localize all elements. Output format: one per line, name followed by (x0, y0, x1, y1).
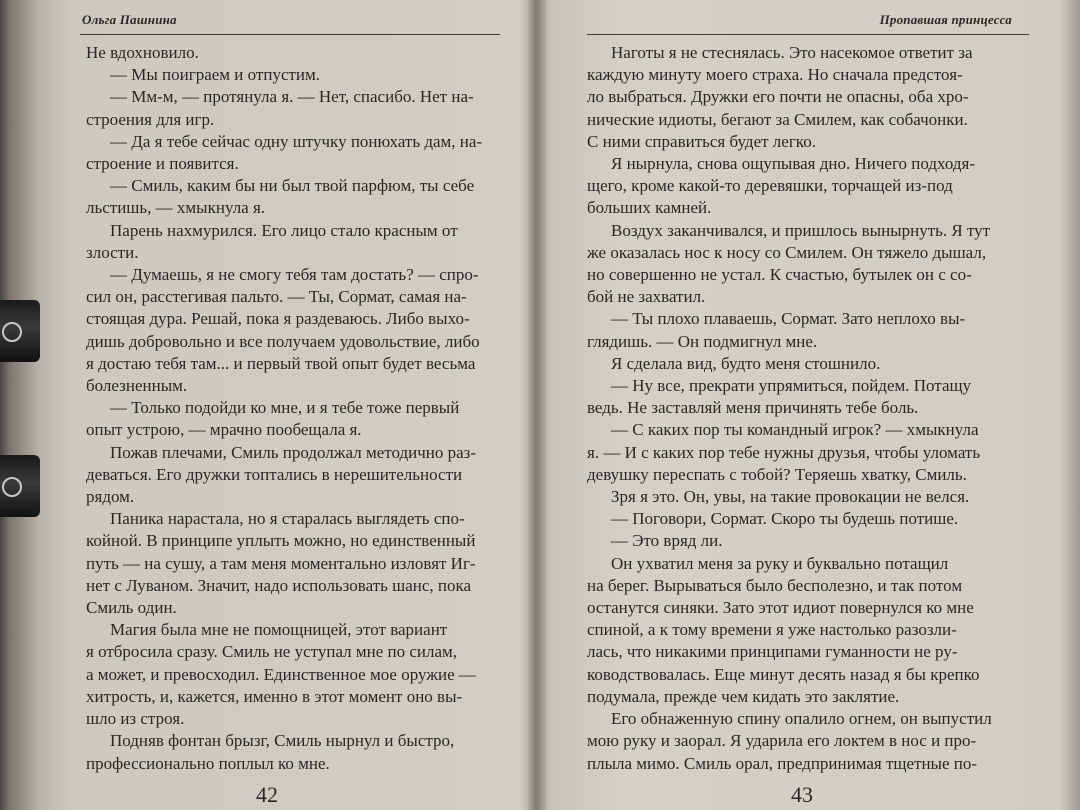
text-line: рядом. (86, 487, 135, 507)
text-line: ведь. Не заставляй меня причинять тебе боль. (587, 398, 919, 418)
text-line: но совершенно не устал. К счастью, бутылек он с со- (587, 265, 972, 285)
text-line: Я нырнула, снова ощупывая дно. Ничего подходя- (611, 154, 976, 174)
page-number: 42 (256, 782, 278, 807)
text-line: лась, что никакими принципами гуманности не ру- (587, 642, 958, 662)
text-line: шло из строя. (86, 709, 185, 729)
binder-clip-bottom (0, 455, 40, 517)
text-line: останутся синяки. Зато этот идиот повернулся ко мне (587, 598, 974, 618)
binder-clip-top (0, 300, 40, 362)
text-line: путь — на сушу, а там меня моментально изловят Иг- (86, 553, 476, 573)
text-line: строения для игр. (86, 109, 215, 129)
text-line: спиной, а к тому времени я уже настолько разозли- (587, 620, 957, 640)
text-line: — Смиль, каким бы ни был твой парфюм, ты себе (110, 176, 475, 196)
text-line: девушку переспать с тобой? Теряешь хватку, Смиль. (587, 464, 967, 484)
text-line: я. — И с каких пор тебе нужны друзья, чтобы уломать (587, 442, 981, 462)
text-line: профессионально поплыл ко мне. (86, 753, 330, 773)
text-line: каждую минуту моего страха. Но сначала предстоя- (587, 65, 963, 85)
text-line: Подняв фонтан брызг, Смиль нырнул и быстро, (110, 731, 455, 751)
header-rule (587, 34, 1029, 35)
text-line: я достаю тебя там... и первый твой опыт будет весьма (86, 353, 476, 373)
page-text (587, 42, 1033, 775)
text-line: Я сделала вид, будто меня стошнило. (611, 353, 881, 373)
clip-ring (2, 477, 22, 497)
text-line: хитрость, и, кажется, именно в этот момент оно вы- (86, 686, 463, 706)
text-line: стоящая дура. Решай, пока я раздеваюсь. Либо выхо- (86, 309, 470, 329)
right-page (545, 0, 1080, 810)
text-line: Он ухватил меня за руку и буквально потащил (611, 553, 949, 573)
text-line: бой не захватил. (587, 287, 706, 307)
text-line: глядишь. — Он подмигнул мне. (587, 331, 818, 351)
text-line: — Только подойди ко мне, и я тебе тоже первый (110, 398, 460, 418)
text-line: сил он, расстегивая пальто. — Ты, Сормат, самая на- (86, 287, 467, 307)
running-head-author: Ольга Пашнина (82, 12, 177, 27)
text-line: я отбросила сразу. Смиль не уступал мне по силам, (86, 642, 458, 662)
page-text (86, 42, 496, 775)
text-line: Воздух заканчивался, и пришлось вынырнуть. Я тут (611, 220, 991, 240)
text-line: дишь добровольно и все получаем удовольствие, либо (86, 331, 480, 351)
text-line: Парень нахмурился. Его лицо стало красным от (110, 220, 458, 240)
text-line: ководствовалась. Еще минут десять назад я бы крепко (587, 664, 980, 684)
book-spine (528, 0, 546, 810)
text-line: Его обнаженную спину опалило огнем, он выпустил (611, 709, 992, 729)
text-line: — Мм-м, — протянула я. — Нет, спасибо. Нет на- (110, 87, 474, 107)
text-line: плыла мимо. Смиль орал, предпринимая тщетные по- (587, 753, 978, 773)
text-line: Не вдохновило. (86, 43, 199, 62)
text-line: — Ты плохо плаваешь, Сормат. Зато неплохо вы- (611, 309, 966, 329)
text-line: болезненным. (86, 376, 188, 396)
text-line: — Мы поиграем и отпустим. (110, 65, 321, 85)
text-line: льстишь, — хмыкнула я. (86, 198, 266, 218)
text-line: а может, и превосходил. Единственное мое оружие — (86, 664, 476, 684)
text-line: Пожав плечами, Смиль продолжал методично раз- (110, 442, 477, 462)
text-line: Наготы я не стеснялась. Это насекомое ответит за (611, 43, 973, 62)
text-line: Магия была мне не помощницей, этот вариант (110, 620, 448, 640)
text-line: — Это вряд ли. (611, 531, 723, 551)
text-line: нические идиоты, бегают за Смилем, как собачонки. (587, 109, 968, 129)
text-line: строение и появится. (86, 154, 239, 174)
text-line: злости. (86, 242, 139, 262)
text-line: койной. В принципе уплыть можно, но единственный (86, 531, 476, 551)
text-line: опыт устрою, — мрачно пообещала я. (86, 420, 362, 440)
text-line: мою руку и заорал. Я ударила его локтем в нос и про- (587, 731, 977, 751)
text-line: деваться. Его дружки топтались в нерешительности (86, 464, 463, 484)
text-line: Паника нарастала, но я старалась выглядеть спо- (110, 509, 465, 529)
text-line: Смиль один. (86, 598, 177, 618)
left-page (0, 0, 530, 810)
text-line: подумала, прежде чем кидать это заклятие. (587, 686, 900, 706)
text-line: — Думаешь, я не смогу тебя там достать? — спро- (110, 265, 479, 285)
text-line: щего, кроме какой-то деревяшки, торчащей из-под (587, 176, 953, 196)
clip-ring (2, 322, 22, 342)
text-line: Зря я это. Он, увы, на такие провокации не велся. (611, 487, 970, 507)
text-line: — С каких пор ты командный игрок? — хмыкнула (611, 420, 979, 440)
text-line: — Да я тебе сейчас одну штучку понюхать дам, на- (110, 131, 483, 151)
text-line: — Поговори, Сормат. Скоро ты будешь потише. (611, 509, 959, 529)
text-line: — Ну все, прекрати упрямиться, пойдем. Потащу (611, 376, 972, 396)
text-line: на берег. Вырываться было бесполезно, и так потом (587, 575, 963, 595)
text-line: больших камней. (587, 198, 712, 218)
running-head-title: Пропавшая принцесса (879, 12, 1012, 27)
page-number: 43 (791, 782, 813, 807)
text-line: ло выбраться. Дружки его почти не опасны, оба хро- (587, 87, 969, 107)
header-rule (80, 34, 500, 35)
text-line: нет с Луваном. Значит, надо использовать шанс, пока (86, 575, 472, 595)
text-line: же оказалась нос к носу со Смилем. Он тяжело дышал, (587, 242, 987, 262)
text-line: С ними справиться будет легко. (587, 131, 816, 151)
